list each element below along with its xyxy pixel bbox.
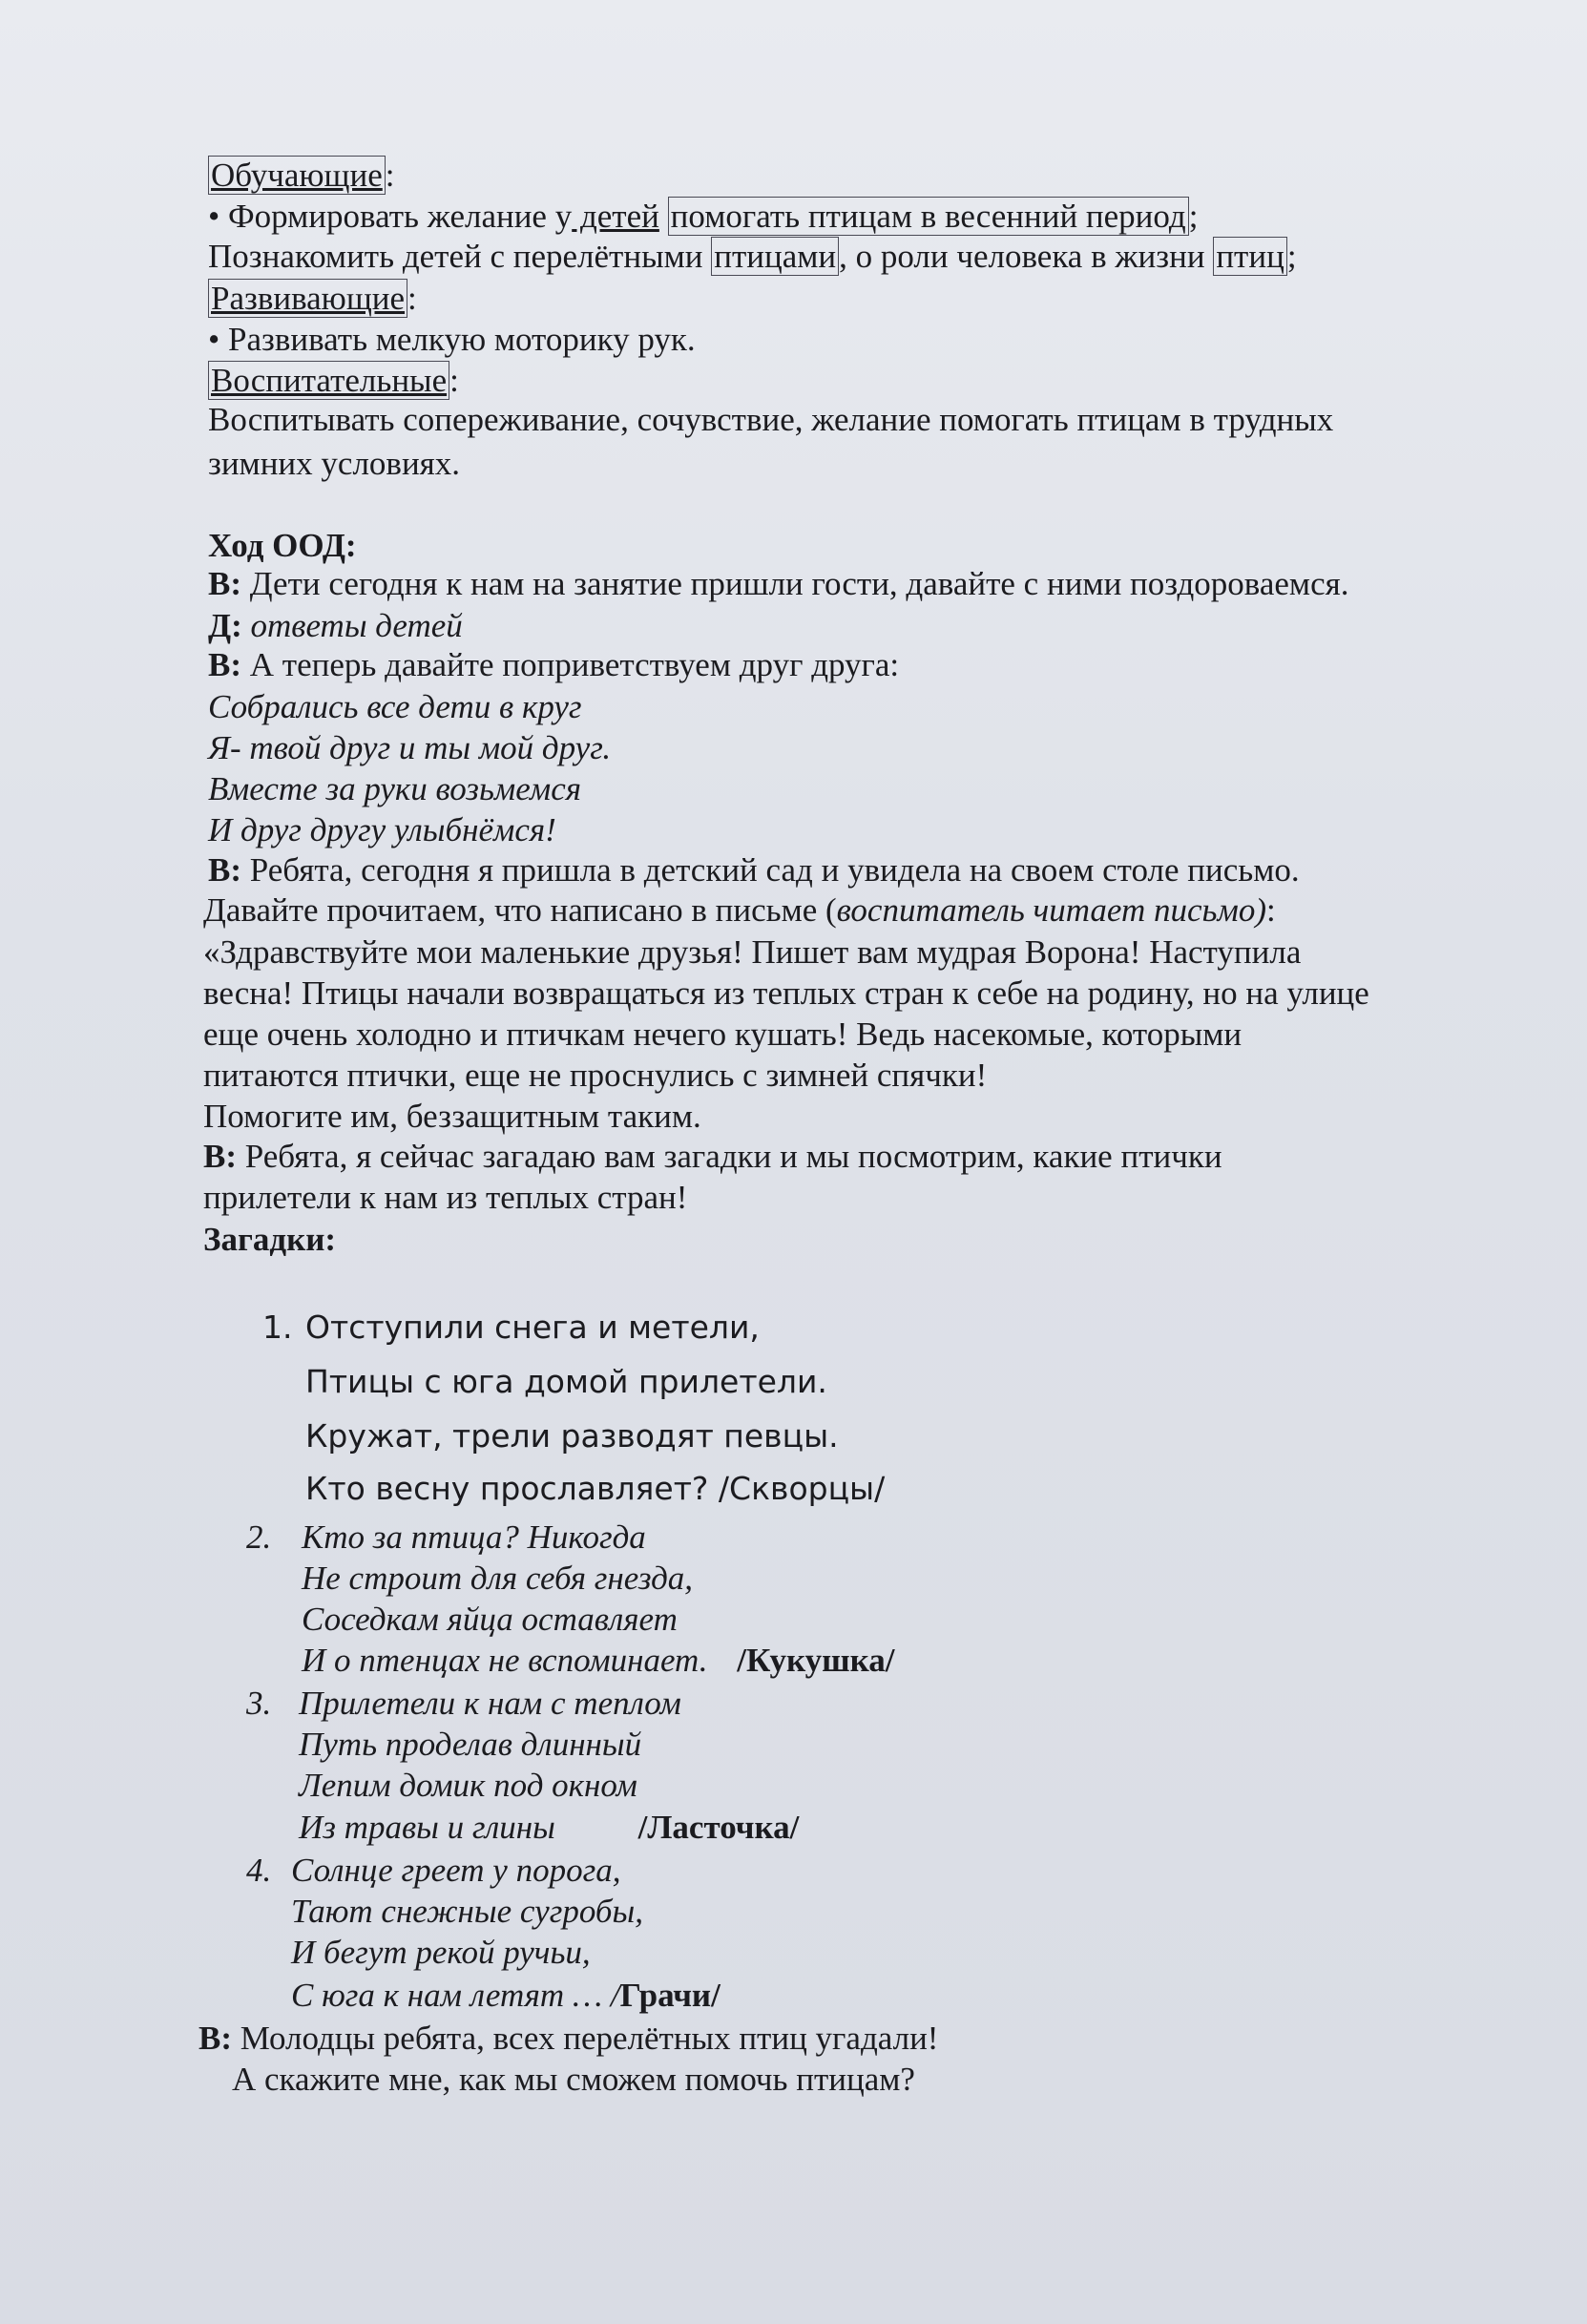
speaker-label: В:	[208, 851, 241, 889]
riddle-line: Птицы с юга домой прилетели.	[305, 1363, 827, 1400]
colon: :	[449, 362, 459, 399]
text: ;	[1188, 198, 1199, 235]
developing-item: • Развивать мелкую моторику рук.	[208, 321, 696, 358]
educational-heading: Воспитательные	[208, 361, 449, 400]
children-line-1	[208, 608, 463, 645]
teaching-item-2	[208, 239, 1297, 276]
riddle-line: Кто весну прославляет? /Скворцы/	[305, 1470, 886, 1507]
text-underlined: детей	[572, 198, 659, 235]
teacher-line-4	[203, 1139, 1222, 1176]
text: Формировать желание у	[228, 198, 573, 235]
bullet: •	[208, 198, 220, 235]
teaching-heading: Обучающие	[208, 156, 386, 195]
colon: :	[407, 280, 417, 317]
riddle-answer: /Кукушка/	[737, 1642, 895, 1679]
text-boxed: птиц	[1213, 237, 1287, 276]
riddle-number: 3.	[246, 1685, 272, 1722]
teacher-line-2	[208, 647, 899, 684]
riddle-line: Прилетели к нам с теплом	[299, 1685, 681, 1722]
teaching-item-1	[208, 199, 1198, 236]
riddle-line: И бегут рекой ручьи,	[291, 1934, 591, 1971]
riddle-answer-line	[299, 1810, 799, 1847]
colon: :	[385, 157, 395, 194]
teaching-heading-line	[208, 157, 395, 195]
educational-heading-line	[208, 363, 459, 400]
letter-line: Помогите им, беззащитным таким.	[203, 1098, 701, 1135]
riddle-line: И о птенцах не вспоминает.	[302, 1642, 708, 1679]
speech-text: Дети сегодня к нам на занятие пришли гости, давайте с ними поздороваемся.	[241, 565, 1349, 602]
riddle-line: Из травы и глины	[299, 1809, 555, 1846]
riddle-answer: Грачи/	[619, 1977, 720, 2014]
lesson-title: Ход ООД:	[208, 527, 357, 564]
riddle-answer: /Ласточка/	[637, 1809, 800, 1846]
text-italic: воспитатель читает письмо)	[836, 891, 1266, 929]
poem-line: Я- твой друг и ты мой друг.	[208, 729, 612, 766]
educational-line-2: зимних условиях.	[208, 445, 461, 482]
riddle-line: Солнце греет у порога,	[291, 1852, 621, 1889]
speaker-label: В:	[208, 565, 241, 602]
poem-line: Вместе за руки возьмемся	[208, 770, 582, 807]
riddles-heading: Загадки:	[203, 1221, 337, 1258]
riddle-line: Лепим домик под окном	[299, 1767, 637, 1804]
riddle-answer-line	[291, 1978, 720, 2015]
riddle-line: Путь проделав длинный	[299, 1726, 642, 1763]
closing-line-1	[198, 2020, 938, 2058]
speaker-label: В:	[208, 646, 241, 683]
riddle-line: Соседкам яйца оставляет	[302, 1601, 678, 1638]
poem-line: Собрались все дети в круг	[208, 688, 582, 725]
teacher-line-3	[208, 852, 1300, 890]
riddle-number: 1.	[262, 1309, 293, 1346]
text-boxed: птицами	[711, 237, 839, 276]
text: ;	[1286, 238, 1297, 275]
developing-heading-line	[208, 281, 417, 318]
educational-line-1: Воспитывать сопереживание, сочувствие, желание помогать птицам в трудных	[208, 401, 1334, 438]
speaker-label: Д:	[208, 607, 242, 644]
riddle-number: 2.	[246, 1518, 272, 1556]
riddle-line: Не строит для себя гнезда,	[302, 1560, 694, 1597]
text-boxed: помогать птицам в весенний период	[668, 197, 1189, 236]
speaker-label: В:	[198, 2020, 232, 2057]
riddle-line: Отступили снега и метели,	[305, 1309, 760, 1346]
text: Познакомить детей с перелётными	[208, 238, 703, 275]
letter-line: «Здравствуйте мои маленькие друзья! Пишет вам мудрая Ворона! Наступила	[203, 933, 1302, 971]
poem-line: И друг другу улыбнёмся!	[208, 811, 556, 848]
teacher-line-1	[208, 566, 1348, 603]
letter-line: питаются птички, еще не проснулись с зимней спячки!	[203, 1057, 988, 1094]
speech-text: Ребята, я сейчас загадаю вам загадки и мы посмотрим, какие птички	[237, 1138, 1222, 1175]
closing-line-2: А скажите мне, как мы сможем помочь птицам?	[232, 2061, 915, 2098]
teacher-line-3b	[203, 892, 1276, 930]
riddle-answer-line	[302, 1643, 895, 1680]
teacher-line-4b: прилетели к нам из теплых стран!	[203, 1179, 688, 1216]
speech-text: ответы детей	[241, 607, 463, 644]
speaker-label: В:	[203, 1138, 237, 1175]
speech-text: А теперь давайте поприветствуем друг друга:	[241, 646, 900, 683]
speech-text: Ребята, сегодня я пришла в детский сад и увидела на своем столе письмо.	[241, 851, 1300, 889]
text: , о роли человека в жизни	[839, 238, 1205, 275]
riddle-line: Кружат, трели разводят певцы.	[305, 1417, 839, 1455]
letter-line: весна! Птицы начали возвращаться из теплых стран к себе на родину, но на улице	[203, 974, 1369, 1012]
text: Давайте прочитаем, что написано в письме (	[203, 891, 837, 929]
riddle-line: Кто за птица? Никогда	[302, 1518, 646, 1556]
developing-heading: Развивающие	[208, 279, 407, 318]
speech-text: Молодцы ребята, всех перелётных птиц угадали!	[232, 2020, 939, 2057]
riddle-number: 4.	[246, 1852, 272, 1889]
text: :	[1265, 891, 1276, 929]
letter-line: еще очень холодно и птичкам нечего кушать! Ведь насекомые, которыми	[203, 1015, 1242, 1053]
riddle-line: Тают снежные сугробы,	[291, 1893, 643, 1930]
riddle-line: С юга к нам летят … /	[291, 1977, 620, 2014]
